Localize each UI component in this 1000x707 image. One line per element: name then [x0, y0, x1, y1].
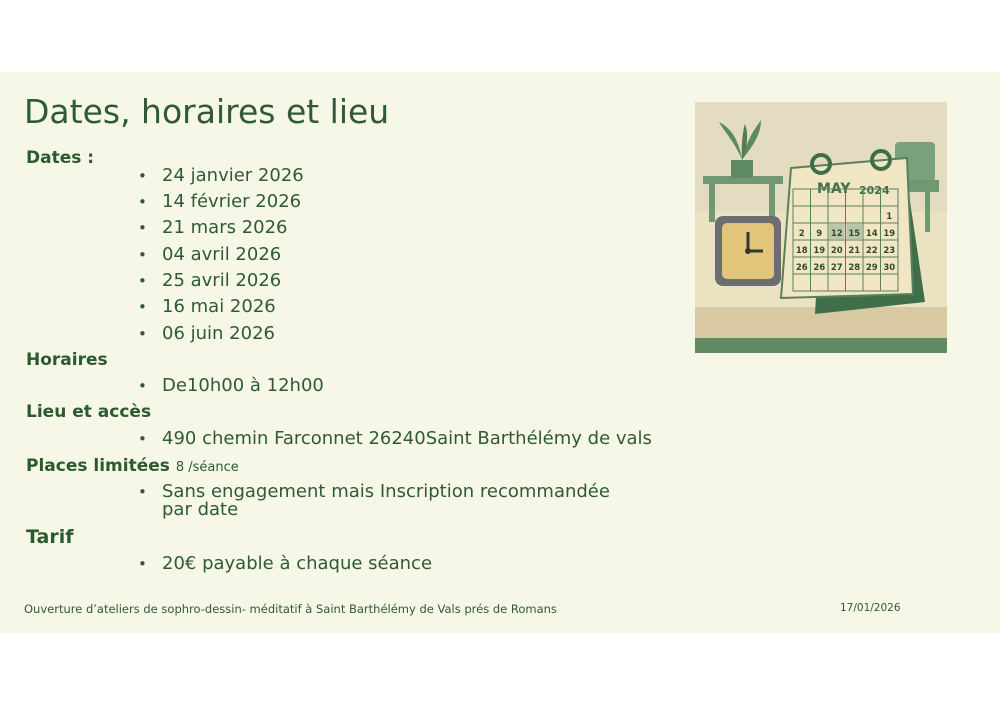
calendar-day: 14: [865, 229, 878, 239]
page-title: Dates, horaires et lieu: [24, 92, 390, 131]
bullet: •: [138, 193, 147, 211]
calendar-day: 22: [865, 246, 878, 256]
places-note: 8 /séance: [175, 460, 239, 475]
calendar-day: 20: [830, 246, 843, 256]
calendar-day: 1: [886, 212, 893, 222]
bullet: •: [138, 298, 147, 316]
calendar-day: 29: [865, 263, 878, 273]
dates-heading: Dates :: [26, 148, 95, 168]
footer-date: 17/01/2026: [840, 602, 901, 614]
calendar-day: 27: [830, 263, 843, 273]
calendar-month: MAY: [817, 181, 851, 197]
calendar-day: 9: [816, 229, 823, 239]
horaires-heading: Horaires: [26, 350, 108, 370]
calendar-clock-illustration: [695, 102, 947, 353]
footer-text: Ouverture d’ateliers de sophro-dessin- méditatif à Saint Barthélémy de Vals prés de Romans: [24, 602, 557, 616]
calendar-day: 15: [848, 229, 861, 239]
calendar-day: 19: [813, 246, 826, 256]
calendar-day: 30: [883, 263, 896, 273]
bullet: •: [138, 430, 147, 448]
bullet: •: [138, 219, 147, 237]
calendar-day: 26: [795, 263, 808, 273]
calendar-year: 2024: [859, 184, 890, 197]
calendar-illustration-svg: [695, 102, 947, 353]
calendar-day: 26: [813, 263, 826, 273]
calendar-day: 18: [795, 246, 808, 256]
bullet: •: [138, 555, 147, 573]
tarif-heading: Tarif: [26, 526, 74, 548]
bullet: •: [138, 167, 147, 185]
calendar-day: 2: [798, 229, 805, 239]
calendar-day: 28: [848, 263, 861, 273]
calendar-day: 19: [883, 229, 896, 239]
calendar-day: 12: [830, 229, 843, 239]
bullet: •: [138, 325, 147, 343]
slide: Dates, horaires et lieu Dates : • 24 janvier 2026 • 14 février 2026 • 21 mars 2026 • 04 avril 2026 • 25 avril 2026 • 16 mai 2026 • 06 juin 2026 Horaires • De10h00 à 12h00 Lieu et accès • 490 chemin Farconnet 26240Saint Barthélémy de vals Places limitées 8 /séance • Sans engagement mais Inscription recommandée par date Tarif • 20€ payable à chaque séance MAY 2024 1 2 9 12 15 14 19 18 19 20 21 22 23 26 26 27 28 29 30 Ouverture d’ateliers de sophro-dessin- méditatif à Saint Barthélémy de Vals prés de Romans 17/01/2026: [0, 72, 1000, 633]
bullet: •: [138, 377, 147, 395]
calendar-day: 21: [848, 246, 861, 256]
bullet: •: [138, 246, 147, 264]
bullet: •: [138, 272, 147, 290]
lieu-heading: Lieu et accès: [26, 402, 152, 422]
places-heading: Places limitées 8 /séance: [26, 456, 239, 476]
calendar-day: 23: [883, 246, 896, 256]
bullet: •: [138, 483, 147, 501]
